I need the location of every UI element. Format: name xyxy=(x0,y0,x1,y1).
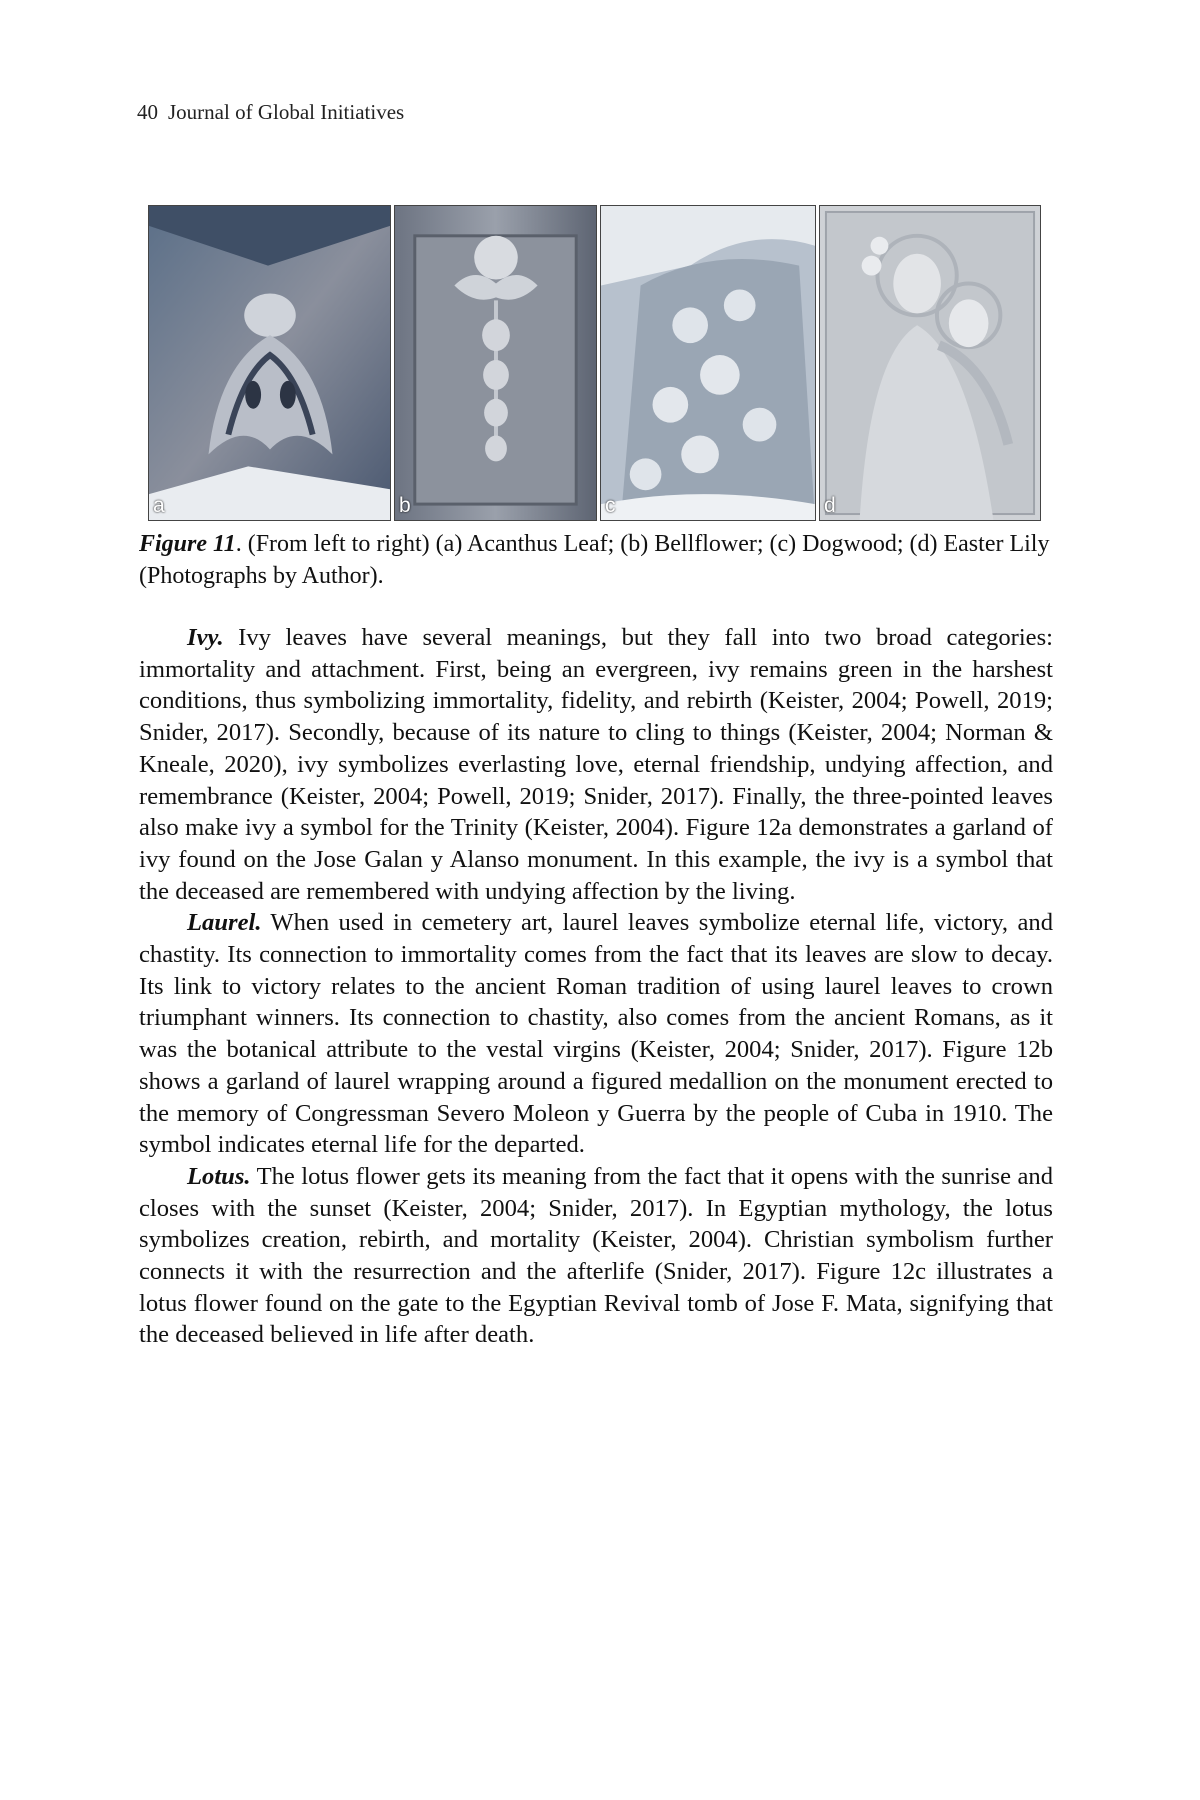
figure-label: Figure 11 xyxy=(139,531,236,557)
paragraph-laurel xyxy=(139,907,1053,1161)
running-head xyxy=(137,100,404,125)
paragraph-text: The lotus flower gets its meaning from the fact that it opens with the sunrise and closes with the sunset (Keister, 2004; Snider, 2017). In Egyptian mythology, the lotus symbolizes creation, rebirth, and mortality (Keister, 2004). Christian symbolism further connects it with the resurrection and the afterlife (Snider, 2017). Figure 12c illustrates a lotus flower found on the gate to the Egyptian Revival tomb of Jose F. Mata, signifying that the deceased believed in life after death. xyxy=(139,1162,1053,1349)
paragraph-ivy xyxy=(139,622,1053,907)
body-text xyxy=(139,622,1053,1351)
figure-caption xyxy=(139,528,1059,592)
paragraph-text: When used in cemetery art, laurel leaves symbolize eternal life, victory, and chastity. Its connection to immortality comes from the fact that its leaves are slow to decay. Its link to victory relates to the ancient Roman tradition of using laurel leaves to crown triumphant winners. Its connection to chastity, also comes from the ancient Romans, as it was the botanical attribute to the vestal virgins (Keister, 2004; Snider, 2017). Figure 12b shows a garland of laurel wrapping around a figured medallion on the monument erected to the memory of Congressman Severo Moleon y Guerra by the people of Cuba in 1910. The symbol indicates eternal life for the departed. xyxy=(139,909,1053,1159)
journal-title: Journal of Global Initiatives xyxy=(168,100,405,124)
paragraph-term: Ivy. xyxy=(187,624,224,651)
page-number: 40 xyxy=(137,100,158,124)
paragraph-lotus xyxy=(139,1161,1053,1351)
figure-caption-text: . (From left to right) (a) Acanthus Leaf; (b) Bellflower; (c) Dogwood; (d) Easter Lily (Photographs by Author). xyxy=(139,531,1050,589)
panel-letter: d xyxy=(824,494,836,517)
acanthus-leaf-photo xyxy=(148,205,391,521)
dogwood-photo xyxy=(600,205,816,521)
paragraph-term: Laurel. xyxy=(187,909,262,937)
panel-letter: b xyxy=(399,494,411,517)
bellflower-photo xyxy=(394,205,597,521)
panel-letter: c xyxy=(605,494,616,517)
paragraph-text: Ivy leaves have several meanings, but they fall into two broad categories: immortality and attachment. First, being an evergreen, ivy remains green in the harshest conditions, thus symbolizing immortality, fidelity, and rebirth (Keister, 2004; Powell, 2019; Snider, 2017). Secondly, because of its nature to cling to things (Keister, 2004; Norman & Kneale, 2020), ivy symbolizes everlasting love, eternal friendship, undying affection, and remembrance (Keister, 2004; Powell, 2019; Snider, 2017). Finally, the three-pointed leaves also make ivy a symbol for the Trinity (Keister, 2004). Figure 12a demonstrates a garland of ivy found on the Jose Galan y Alanso monument. In this example, the ivy is a symbol that the deceased are remembered with undying affection by the living. xyxy=(139,624,1053,905)
panel-letter: a xyxy=(153,494,165,517)
figure-11 xyxy=(148,205,1048,521)
paragraph-term: Lotus. xyxy=(187,1162,251,1190)
easter-lily-photo xyxy=(819,205,1041,521)
